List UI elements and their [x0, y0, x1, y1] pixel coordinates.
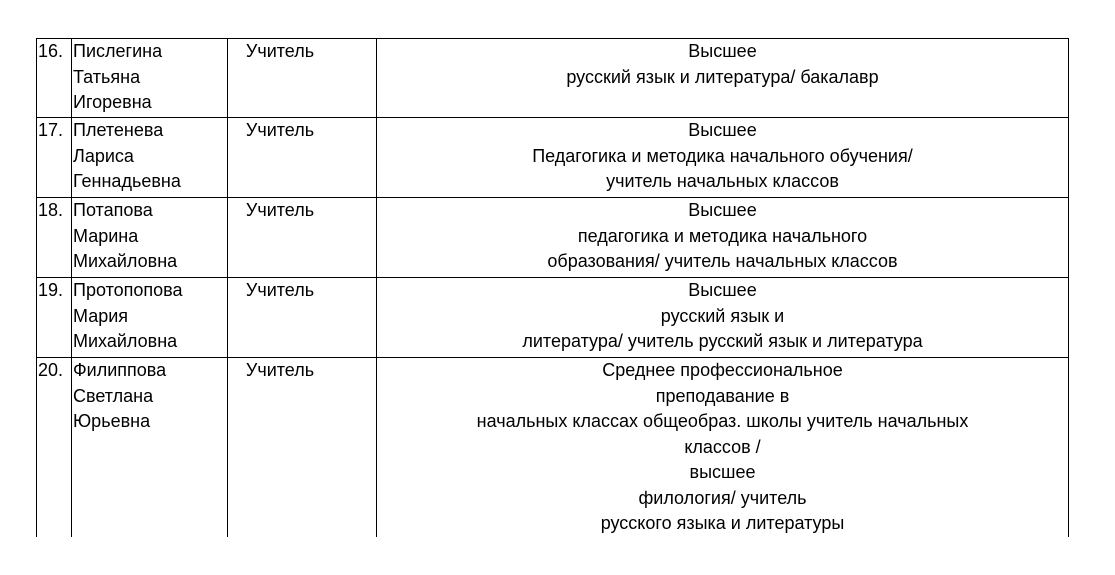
- surname: Протопопова: [73, 280, 183, 300]
- first-name: Татьяна: [73, 66, 141, 87]
- education-cell: [377, 358, 1069, 537]
- position: Учитель: [245, 280, 315, 300]
- table-row: [37, 39, 1069, 118]
- education-line: классов /: [684, 436, 761, 457]
- position: Учитель: [245, 41, 315, 61]
- position-cell: [228, 278, 377, 358]
- patronymic: Игоревна: [73, 92, 152, 112]
- education-line: Педагогика и методика начального обучения/: [532, 145, 913, 166]
- row-number: 20.: [37, 358, 72, 537]
- teacher-name: [72, 198, 228, 278]
- position-cell: [228, 39, 377, 118]
- education-line: Высшее: [688, 280, 757, 300]
- row-number: 19.: [37, 278, 72, 358]
- table-row: [37, 278, 1069, 358]
- teacher-name: [72, 278, 228, 358]
- education-line: педагогика и методика начального: [577, 225, 868, 246]
- patronymic: Михайловна: [73, 331, 178, 351]
- education-cell: [377, 198, 1069, 278]
- surname: Пислегина: [73, 41, 163, 61]
- surname: Потапова: [73, 200, 153, 220]
- row-number: 17.: [37, 118, 72, 198]
- education-cell: [377, 118, 1069, 198]
- education-line: Высшее: [688, 200, 757, 220]
- education-line: филология/ учитель: [638, 487, 807, 508]
- education-cell: [377, 278, 1069, 358]
- education-line: Высшее: [688, 120, 757, 140]
- position: Учитель: [245, 200, 315, 220]
- patronymic: Юрьевна: [73, 411, 151, 431]
- surname: Филиппова: [73, 360, 167, 380]
- staff-table: [36, 38, 1069, 537]
- position: Учитель: [245, 120, 315, 140]
- education-line: преподавание в: [655, 385, 790, 406]
- education-line: Высшее: [688, 41, 757, 61]
- patronymic: Михайловна: [73, 251, 178, 271]
- education-line: начальных классах общеобраз. школы учитель начальных: [476, 411, 969, 431]
- teacher-name: [72, 39, 228, 118]
- education-cell: [377, 39, 1069, 118]
- patronymic: Геннадьевна: [73, 171, 181, 191]
- row-number: 18.: [37, 198, 72, 278]
- education-line: русский язык и литература/ бакалавр: [566, 66, 879, 87]
- table-row: [37, 198, 1069, 278]
- education-line: Среднее профессиональное: [602, 360, 843, 380]
- first-name: Лариса: [73, 145, 134, 166]
- table-row: [37, 358, 1069, 537]
- position: Учитель: [245, 360, 315, 380]
- education-line: учитель начальных классов: [606, 171, 839, 191]
- first-name: Марина: [73, 225, 139, 246]
- table-row: [37, 118, 1069, 198]
- teacher-name: [72, 118, 228, 198]
- education-line: русского языка и литературы: [600, 513, 845, 533]
- position-cell: [228, 358, 377, 537]
- surname: Плетенева: [73, 120, 164, 140]
- position-cell: [228, 118, 377, 198]
- education-line: образования/ учитель начальных классов: [547, 251, 898, 271]
- first-name: Мария: [73, 305, 129, 326]
- position-cell: [228, 198, 377, 278]
- education-line: литература/ учитель русский язык и литература: [522, 331, 923, 351]
- education-line: высшее: [689, 462, 756, 482]
- teacher-name: [72, 358, 228, 537]
- first-name: Светлана: [73, 385, 154, 406]
- row-number: 16.: [37, 39, 72, 118]
- education-line: русский язык и: [660, 305, 785, 326]
